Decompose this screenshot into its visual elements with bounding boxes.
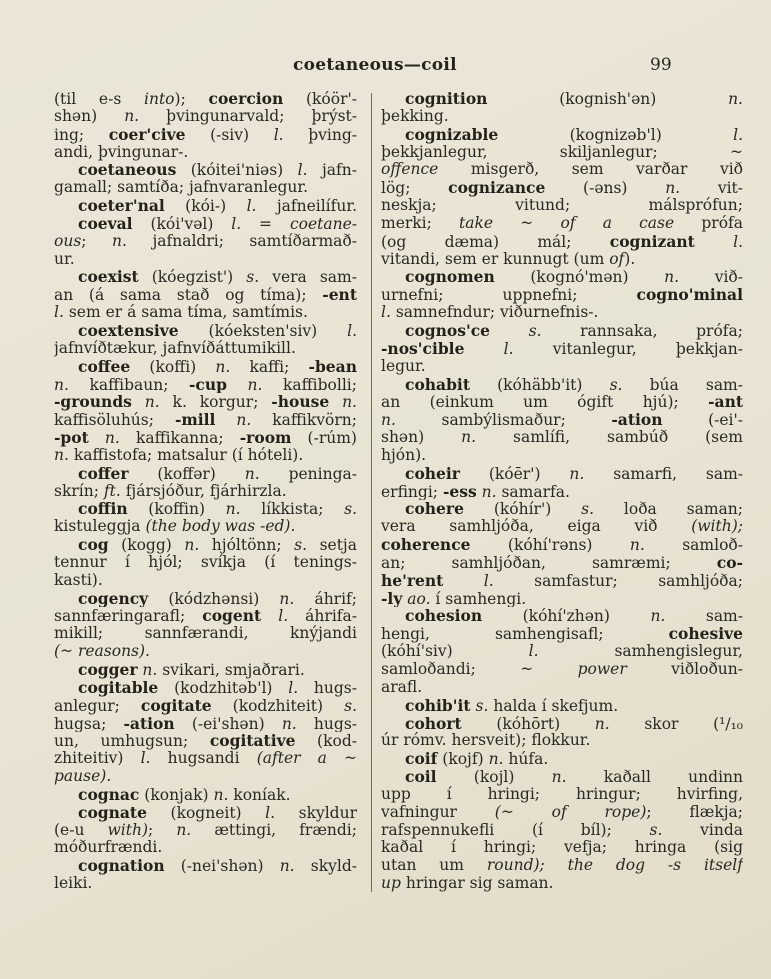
text-line: vera samhljóða, eiga við (with); bbox=[381, 518, 743, 536]
text-line: he'rent l. samfastur; samhljóða; bbox=[381, 571, 743, 590]
text-line: sannfæringarafl; cogent l. áhrifa- bbox=[54, 607, 357, 626]
text-line: shən) n. þvingunarvald; þrýst- bbox=[54, 107, 357, 125]
text-line: an (á sama stað og tíma); -ent bbox=[54, 286, 357, 305]
text-line: -ly ao. í samhengi. bbox=[381, 589, 527, 608]
text-line: (kóhí'siv) l. samhengislegur, bbox=[381, 643, 743, 661]
text-line: þekking. bbox=[381, 107, 449, 125]
text-line: skrín; ft. fjársjóður, fjárhirzla. bbox=[54, 482, 287, 500]
text-line: cogitable (kodzhitəb'l) l. hugs- bbox=[78, 678, 357, 697]
text-line: ous; n. jafnaldri; samtíðarmað- bbox=[54, 232, 357, 250]
text-line: anlegur; cogitate (kodzhiteit) s. bbox=[54, 696, 357, 715]
text-line: coherence (kóhí'rəns) n. samloð- bbox=[381, 536, 743, 554]
text-line: hjón). bbox=[381, 446, 427, 464]
text-line: cognate (kogneit) l. skyldur bbox=[78, 803, 357, 822]
text-line: tennur í hjól; svíkja (í tenings- bbox=[54, 553, 357, 571]
text-line: cognizable (kognizəb'l) l. bbox=[405, 125, 743, 144]
text-line: vitandi, sem er kunnugt (um of). bbox=[381, 250, 636, 268]
text-line: legur. bbox=[381, 357, 426, 375]
text-line: cogency (kódzhənsi) n. áhrif; bbox=[78, 589, 357, 608]
text-line: coffin (koffin) n. líkkista; s. bbox=[78, 500, 357, 519]
text-line: coetaneous (kóitei'niəs) l. jafn- bbox=[78, 161, 357, 180]
text-line: kasti). bbox=[54, 571, 103, 589]
text-line: -grounds n. k. korgur; -house n. bbox=[54, 393, 357, 412]
text-line: cog (kogg) n. hjóltönn; s. setja bbox=[78, 536, 357, 554]
column-divider bbox=[371, 93, 372, 892]
text-line: kaðal í hringi; vefja; hringa (sig bbox=[381, 839, 743, 857]
text-line: samloðandi; ~ power viðloðun- bbox=[381, 661, 743, 678]
text-line: n. kaffistofa; matsalur (í hóteli). bbox=[54, 446, 304, 464]
text-line: -nos'cible l. vitanlegur, þekkjan- bbox=[381, 339, 743, 358]
text-line: þekkjanlegur, skiljanlegur; ~ bbox=[381, 143, 743, 161]
text-line: rafspennukefli (í bíl); s. vinda bbox=[381, 821, 743, 839]
text-line: cogger n. svikari, smjaðrari. bbox=[78, 661, 305, 679]
text-line: cohib'it s. halda í skefjum. bbox=[405, 696, 619, 715]
text-line: un, umhugsun; cogitative (kod- bbox=[54, 732, 357, 751]
text-line: cognac (konjak) n. koníak. bbox=[78, 785, 291, 804]
text-line: an (einkum um ógift hjú); -ant bbox=[381, 393, 743, 412]
text-line: coif (kojf) n. húfa. bbox=[405, 750, 549, 769]
text-line: an; samhljóðan, samræmi; co- bbox=[381, 553, 743, 572]
text-line: hugsa; -ation (-ei'shən) n. hugs- bbox=[54, 714, 357, 733]
text-line: úr rómv. hersveit); flokkur. bbox=[381, 732, 591, 750]
text-line: n. kaffibaun; -cup n. kaffibolli; bbox=[54, 375, 357, 394]
text-line: gamall; samtíða; jafnvaranlegur. bbox=[54, 179, 309, 197]
text-line: kaffisöluhús; -mill n. kaffikvörn; bbox=[54, 411, 357, 430]
text-line: jafnvíðtækur, jafnvíðáttumikill. bbox=[54, 339, 296, 357]
text-line: up hringar sig saman. bbox=[381, 875, 554, 893]
text-line: pause). bbox=[54, 768, 112, 786]
text-line: cognomen (kognó'mən) n. við- bbox=[405, 268, 743, 287]
text-line: coil (kojl) n. kaðall undinn bbox=[405, 768, 743, 786]
text-line: coheir (kóēr') n. samarfi, sam- bbox=[405, 464, 743, 483]
text-line: (e-u with); n. ættingi, frændi; bbox=[54, 821, 357, 839]
text-line: leiki. bbox=[54, 875, 93, 893]
text-line: vafningur (~ of rope); flækja; bbox=[381, 803, 743, 821]
text-line: erfingi; -ess n. samarfa. bbox=[381, 482, 570, 501]
text-line: offence misgerð, sem varðar við bbox=[381, 161, 743, 179]
text-line: n. sambýlismaður; -ation (-ei'- bbox=[381, 411, 743, 430]
text-line: lög; cognizance (-əns) n. vit- bbox=[381, 179, 743, 198]
text-line: cohere (kóhír') s. loða saman; bbox=[405, 500, 743, 519]
text-line: (til e-s into); coercion (kóör'- bbox=[54, 90, 357, 108]
text-line: móðurfrændi. bbox=[54, 839, 163, 857]
text-line: cognation (-nei'shən) n. skyld- bbox=[78, 857, 357, 876]
text-line: coffee (koffi) n. kaffi; -bean bbox=[78, 357, 357, 376]
text-line: l. sem er á sama tíma, samtímis. bbox=[54, 304, 308, 322]
right-column bbox=[381, 90, 743, 893]
text-line: coexist (kóegzist') s. vera sam- bbox=[78, 268, 357, 287]
running-head: coetaneous—coil bbox=[293, 55, 457, 75]
text-line: neskja; vitund; málsprófun; bbox=[381, 197, 743, 215]
text-line: coffer (koffər) n. peninga- bbox=[78, 464, 357, 483]
text-line: (og dæma) mál; cognizant l. bbox=[381, 232, 743, 251]
text-line: shən) n. samlífi, sambúð (sem bbox=[381, 429, 743, 447]
text-line: kistuleggja (the body was -ed). bbox=[54, 518, 296, 536]
text-line: cognos'ce s. rannsaka, prófa; bbox=[405, 321, 743, 340]
text-line: l. samnefndur; viðurnefnis-. bbox=[381, 304, 599, 322]
text-line: ur. bbox=[54, 250, 75, 268]
text-line: coextensive (kóeksten'siv) l. bbox=[78, 321, 357, 340]
text-line: utan um round); the dog -s itself bbox=[381, 857, 743, 875]
text-line: zhiteitiv) l. hugsandi (after a ~ bbox=[54, 750, 357, 768]
left-column bbox=[54, 90, 357, 893]
text-line: merki; take ~ of a case prófa bbox=[381, 214, 743, 232]
text-line: -pot n. kaffikanna; -room (-rúm) bbox=[54, 429, 357, 447]
text-line: coeval (kói'vəl) l. = coetane- bbox=[78, 214, 357, 233]
text-line: (~ reasons). bbox=[54, 643, 150, 661]
text-line: cohabit (kóhäbb'it) s. búa sam- bbox=[405, 375, 743, 394]
text-line: coeter'nal (kói-) l. jafneilífur. bbox=[78, 197, 357, 215]
text-line: mikill; sannfærandi, knýjandi bbox=[54, 625, 357, 643]
text-line: cognition (kognish'ən) n. bbox=[405, 90, 743, 108]
text-line: ing; coer'cive (-siv) l. þving- bbox=[54, 125, 357, 144]
text-line: arafl. bbox=[381, 678, 423, 696]
page-number: 99 bbox=[650, 55, 672, 75]
text-line: cohesion (kóhí'zhən) n. sam- bbox=[405, 607, 743, 626]
text-line: cohort (kóhōrt) n. skor (¹/₁₀ bbox=[405, 714, 743, 733]
text-line: upp í hringi; hringur; hvirfing, bbox=[381, 785, 743, 803]
text-line: hengi, samhengisafl; cohesive bbox=[381, 625, 743, 644]
text-line: urnefni; uppnefni; cogno'minal bbox=[381, 286, 743, 305]
text-line: andi, þvingunar-. bbox=[54, 143, 189, 161]
